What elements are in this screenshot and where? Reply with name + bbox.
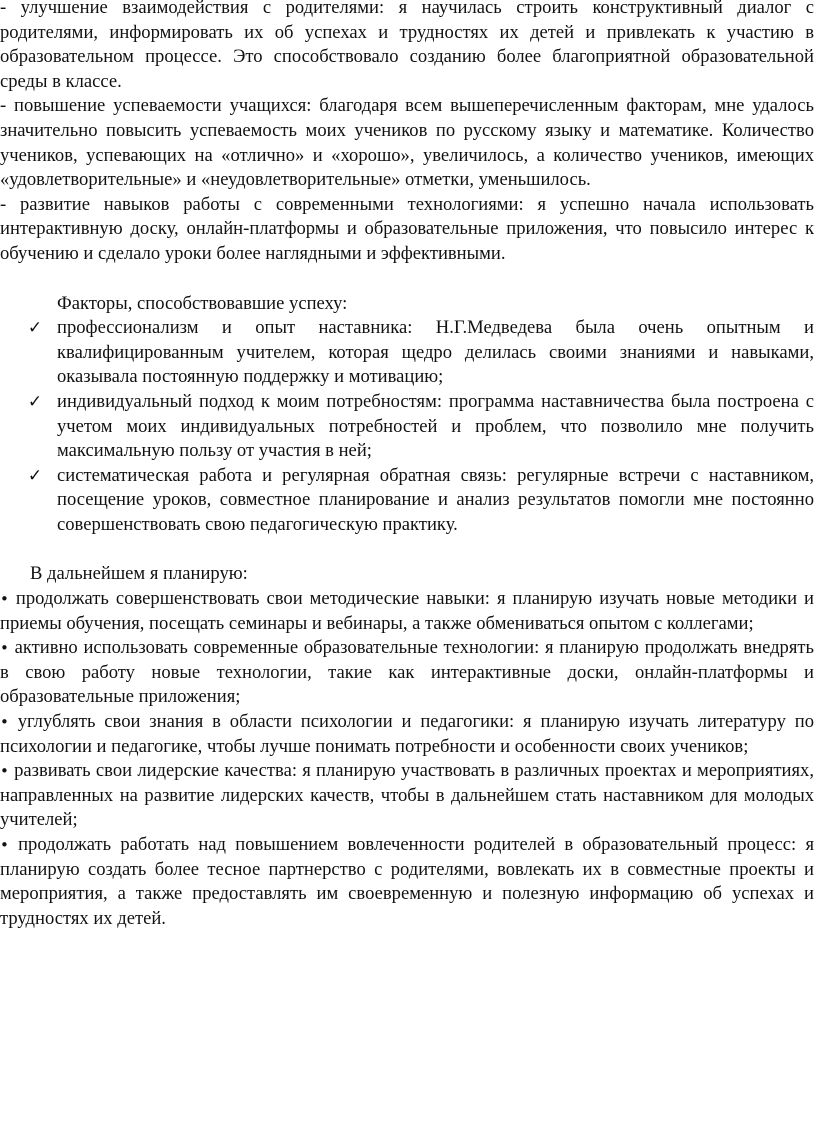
checkmark-icon: ✓	[27, 391, 43, 412]
plan-item	[0, 587, 814, 636]
checkmark-icon: ✓	[27, 465, 43, 486]
factor-item-text: систематическая работа и регулярная обратная связь: регулярные встречи с наставником, посещение уроков, совместное планирование и анализ результатов помогли мне постоянно совершенствовать свою педагогическую практику.	[57, 464, 814, 535]
plan-item	[0, 636, 814, 710]
plan-item-text: продолжать совершенствовать свои методические навыки: я планирую изучать новые методики и приемы обучения, посещать семинары и вебинары, а также обмениваться опытом с коллегами;	[0, 588, 814, 634]
plan-item-text: активно использовать современные образовательные технологии: я планирую продолжать внедрять в свою работу новые технологии, такие как интерактивные доски, онлайн-платформы и образовательные приложения;	[0, 637, 814, 708]
bullet-icon: •	[0, 836, 9, 854]
plan-item	[0, 833, 814, 931]
plans-heading: В дальнейшем я планирую:	[30, 563, 248, 585]
intro-item-performance: - повышение успеваемости учащихся: благодаря всем вышеперечисленным факторам, мне удалось значительно повысить успеваемость моих учеников по русскому языку и математике. Количество учеников, успевающих на «отлично» и «хорошо», увеличилось, а количество учеников, имеющих «удовлетворительные» и «неудовлетворительные» отметки, уменьшилось.	[0, 95, 814, 191]
intro-item-parents: - улучшение взаимодействия с родителями: я научилась строить конструктивный диалог с родителями, информировать их об успехах и трудностях их детей и привлекать к участию в образовательном процессе. Это способствовало созданию более благоприятной образовательной среды в классе.	[0, 0, 814, 92]
plan-item	[0, 759, 814, 833]
factor-item-text: индивидуальный подход к моим потребностям: программа наставничества была построена с учетом моих индивидуальных потребностей и проблем, что позволило мне получить максимальную пользу от участия в ней;	[57, 390, 814, 462]
plan-item-text: развивать свои лидерские качества: я планирую участвовать в различных проектах и мероприятиях, направленных на развитие лидерских качеств, чтобы в дальнейшем стать наставником для молодых учителей;	[0, 760, 814, 831]
factors-list	[0, 316, 814, 537]
factors-heading: Факторы, способствовавшие успеху:	[57, 292, 348, 314]
bullet-icon: •	[0, 713, 9, 732]
plan-item-text: углублять свои знания в области психологии и педагогики: я планирую изучать литературу по психологии и педагогике, чтобы лучше понимать потребности и особенности своих учеников;	[0, 711, 814, 757]
intro-item-technologies: - развитие навыков работы с современными технологиями: я успешно начала использовать интерактивную доску, онлайн-платформы и образовательные приложения, что повысило интерес к обучению и сделало уроки более наглядными и эффективными.	[0, 193, 814, 264]
bullet-icon: •	[0, 639, 9, 658]
factor-item	[27, 390, 814, 464]
factor-item-text: профессионализм и опыт наставника: Н.Г.Медведева была очень опытным и квалифицированным учителем, которая щедро делилась своими знаниями и навыками, оказывала постоянную поддержку и мотивацию;	[57, 317, 814, 388]
plan-item	[0, 710, 814, 759]
bullet-icon: •	[0, 762, 9, 781]
factor-item	[27, 464, 814, 538]
checkmark-icon: ✓	[27, 318, 43, 339]
factor-item	[27, 316, 814, 390]
plan-item-text: продолжать работать над повышением вовлеченности родителей в образовательный процесс: я планирую создать более тесное партнерство с родителями, вовлекать их в совместные проекты и мероприятия, а также предоставлять им своевременную и полезную информацию об успехах и трудностях их детей.	[0, 834, 814, 929]
bullet-icon: •	[0, 590, 9, 609]
